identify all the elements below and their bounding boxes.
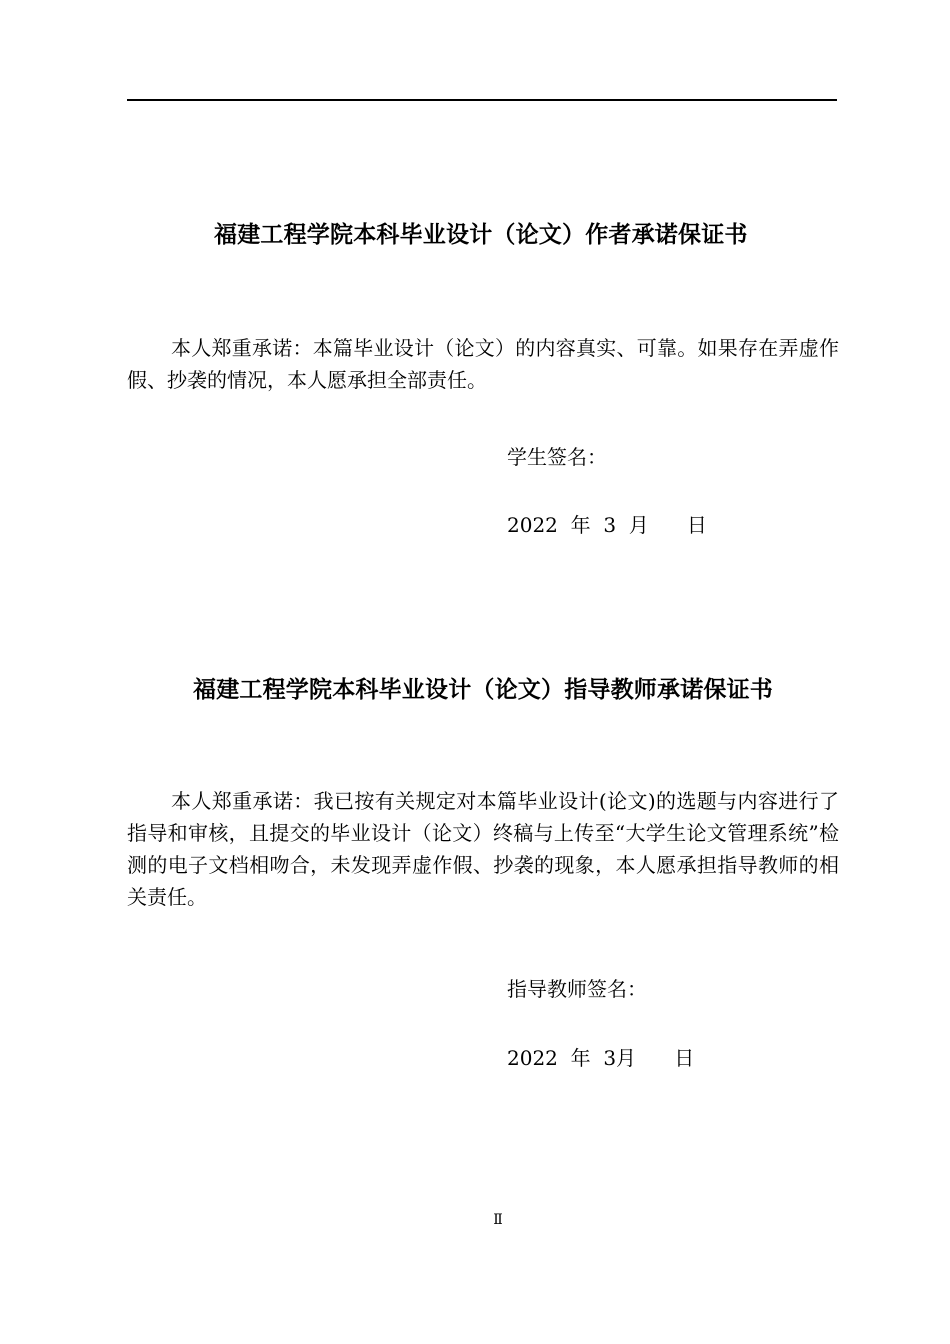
advisor-pledge-title: 福建工程学院本科毕业设计（论文）指导教师承诺保证书 <box>193 677 773 703</box>
header-rule <box>127 99 837 101</box>
student-signature-label: 学生签名： <box>507 445 607 469</box>
advisor-signature-label: 指导教师签名： <box>507 977 647 1001</box>
author-pledge-statement: 本人郑重承诺：本篇毕业设计（论文）的内容真实、可靠。如果存在弄虚作假、抄袭的情况，本人愿承担全部责任。 <box>127 336 839 392</box>
author-pledge-title: 福建工程学院本科毕业设计（论文）作者承诺保证书 <box>214 222 748 248</box>
student-signature-date: 2022 年 3 月 日 <box>507 513 707 537</box>
page-number: Ⅱ <box>493 1212 503 1228</box>
advisor-pledge-statement: 本人郑重承诺：我已按有关规定对本篇毕业设计(论文)的选题与内容进行了指导和审核，且提交的毕业设计（论文）终稿与上传至“大学生论文管理系统”检测的电子文档相吻合，未发现弄虚作假、抄袭的现象，本人愿承担指导教师的相关责任。 <box>127 789 839 909</box>
advisor-signature-date: 2022 年 3月 日 <box>507 1046 695 1070</box>
